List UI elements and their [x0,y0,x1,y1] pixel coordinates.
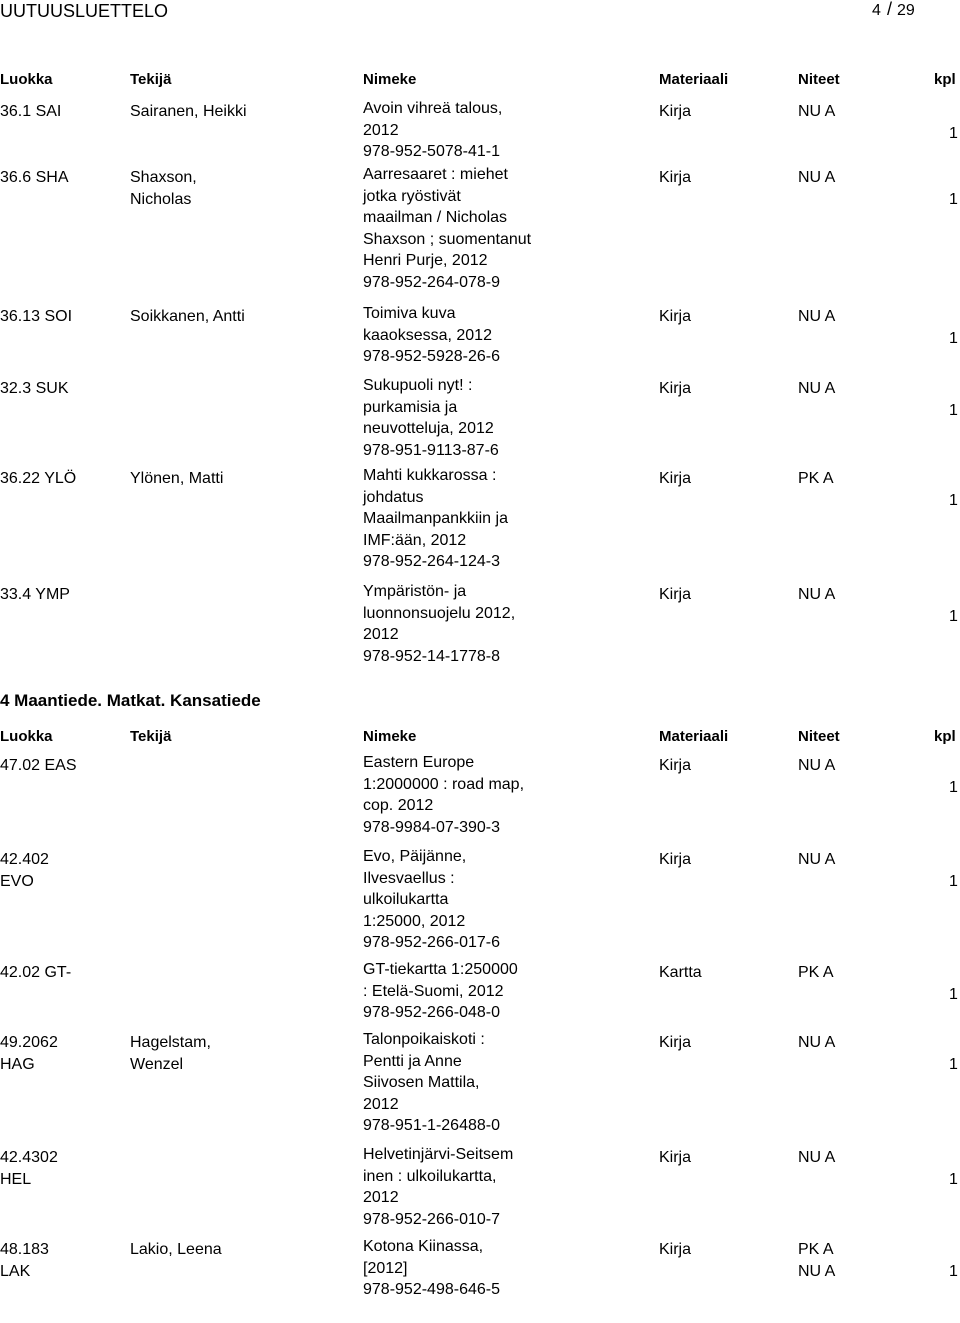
entry-class-code: 42.02 GT- [0,964,72,981]
entry-material: Kirja [659,308,692,325]
entry-copies-location: PK A [798,470,834,487]
entry-class-code: HEL [0,1170,32,1188]
entry-title-line: IMF:ään, 2012 [363,531,467,549]
entry-title-line: Pentti ja Anne [363,1052,462,1070]
entry-title-line: neuvotteluja, 2012 [363,420,494,438]
entry-title-line: Helvetinjärvi-Seitsem [363,1146,514,1163]
entry-title-line: 978-9984-07-390-3 [363,818,500,836]
entry-count: 1 [949,778,958,796]
entry-material: Kirja [659,103,692,120]
entry-title-line: 978-952-498-646-5 [363,1281,500,1299]
entry-author: Shaxson, [130,169,197,186]
col-header-materiaali: Materiaali [659,71,729,88]
entry-copies-location: NU A [798,169,836,186]
entry-copies-location: NU A [798,851,836,868]
entry-title-line: 978-952-266-048-0 [363,1004,500,1022]
entry-material: Kirja [659,586,692,603]
entry-title-line: 978-951-1-26488-0 [363,1117,500,1135]
entry-title-line: cop. 2012 [363,797,434,815]
entry-count: 1 [949,985,958,1003]
entry-material: Kartta [659,964,702,981]
entry-title-line: Avoin vihreä talous, [363,100,503,117]
entry-class-code: 47.02 EAS [0,757,77,774]
col-header-tekija: Tekijä [130,71,172,88]
entry-material: Kirja [659,1034,692,1051]
entry-title-line: 978-952-266-010-7 [363,1210,500,1228]
page-total: 29 [897,2,915,19]
entry-title-line: Evo, Päijänne, [363,848,467,865]
entry-title-line: Ilvesvaellus : [363,869,455,887]
entry-author: Lakio, Leena [130,1241,222,1258]
entry-class-code: 49.2062 [0,1034,58,1051]
entry-material: Kirja [659,1241,692,1258]
entry-title-line: Maailmanpankkiin ja [363,510,508,528]
entry-title-line: 2012 [363,121,399,139]
col-header-luokka: Luokka [0,728,53,745]
entry-copies-location: NU A [798,1034,836,1051]
entry-class-code: 42.4302 [0,1149,58,1166]
col-header-niteet: Niteet [798,728,840,745]
entry-title-line: 978-952-5928-26-6 [363,348,500,366]
entry-copies-location: NU A [798,1262,836,1280]
entry-title-line: 978-952-266-017-6 [363,934,500,952]
entry-title-line: luonnonsuojelu 2012, [363,604,516,622]
col-header-kpl: kpl [934,728,956,745]
col-header-materiaali: Materiaali [659,728,729,745]
entry-author: Soikkanen, Antti [130,308,245,325]
entry-title-line: 978-952-5078-41-1 [363,143,500,161]
entry-class-code: 36.1 SAI [0,103,62,120]
entry-title-line: 978-951-9113-87-6 [363,441,499,459]
col-header-luokka: Luokka [0,71,53,88]
entry-title-line: Aarresaaret : miehet [363,166,508,183]
entry-title-line: Toimiva kuva [363,305,456,322]
entry-copies-location: NU A [798,380,836,397]
entry-title-line: 1:2000000 : road map, [363,775,525,793]
entry-copies-location: PK A [798,1241,834,1258]
entry-title-line: purkamisia ja [363,398,458,416]
entry-title-line: Ympäristön- ja [363,583,467,600]
entry-title-line: 2012 [363,1095,399,1113]
entry-title-line: Shaxson ; suomentanut [363,230,532,248]
entry-title-line: Kotona Kiinassa, [363,1238,484,1255]
entry-author: Sairanen, Heikki [130,103,247,120]
entry-class-code: 32.3 SUK [0,380,69,397]
entry-material: Kirja [659,1149,692,1166]
entry-title-line: inen : ulkoilukartta, [363,1167,497,1185]
entry-class-code: 33.4 YMP [0,586,70,603]
page-number: 4 [872,2,881,19]
entry-author: Nicholas [130,190,192,208]
entry-title-line: 978-952-264-078-9 [363,274,500,291]
entry-count: 1 [949,872,958,890]
entry-material: Kirja [659,757,692,774]
entry-class-code: 36.22 YLÖ [0,470,77,487]
entry-title-line: GT-tiekartta 1:250000 [363,961,518,978]
entry-copies-location: NU A [798,757,836,774]
entry-title-line: 978-952-264-124-3 [363,553,500,571]
entry-material: Kirja [659,380,692,397]
entry-class-code: 36.13 SOI [0,308,73,325]
entry-copies-location: PK A [798,964,834,981]
entry-class-code: HAG [0,1055,35,1073]
col-header-tekija: Tekijä [130,728,172,745]
col-header-kpl: kpl [934,71,956,88]
entry-copies-location: NU A [798,586,836,603]
entry-title-line: Henri Purje, 2012 [363,252,488,270]
entry-author: Hagelstam, [130,1034,211,1051]
entry-count: 1 [949,401,958,419]
page-separator: / [887,0,893,19]
entry-count: 1 [949,124,958,142]
entry-class-code: 36.6 SHA [0,169,69,186]
entry-count: 1 [949,491,958,509]
col-header-niteet: Niteet [798,71,840,88]
entry-title-line: Siivosen Mattila, [363,1074,480,1092]
entry-title-line: : Etelä-Suomi, 2012 [363,982,504,1000]
entry-title-line: 1:25000, 2012 [363,912,466,930]
entry-title-line: ulkoilukartta [363,891,449,909]
entry-title-line: Talonpoikaiskoti : [363,1031,485,1048]
entry-count: 1 [949,190,958,208]
entry-class-code: 48.183 [0,1241,49,1258]
col-header-nimeke: Nimeke [363,728,417,745]
entry-copies-location: NU A [798,103,836,120]
page-title: UUTUUSLUETTELO [0,1,169,21]
entry-title-line: kaaoksessa, 2012 [363,326,492,344]
entry-title-line: Eastern Europe [363,754,475,771]
entry-material: Kirja [659,470,692,487]
entry-title-line: 2012 [363,626,399,644]
entry-count: 1 [949,1055,958,1073]
entry-class-code: 42.402 [0,851,49,868]
entry-title-line: 2012 [363,1189,399,1207]
entry-count: 1 [949,329,958,347]
entry-material: Kirja [659,851,692,868]
entry-title-line: jotka ryöstivät [363,187,461,205]
entry-copies-location: NU A [798,308,836,325]
entry-copies-location: NU A [798,1149,836,1166]
entry-title-line: maailman / Nicholas [363,209,508,227]
col-header-nimeke: Nimeke [363,71,417,88]
entry-count: 1 [949,1262,958,1280]
section-heading: 4 Maantiede. Matkat. Kansatiede [0,691,261,710]
entry-author: Ylönen, Matti [130,470,224,487]
entry-material: Kirja [659,169,692,186]
entry-author: Wenzel [130,1055,184,1073]
entry-title-line: 978-952-14-1778-8 [363,647,500,665]
entry-class-code: LAK [0,1262,31,1280]
entry-count: 1 [949,1170,958,1188]
entry-title-line: johdatus [363,488,424,506]
entry-title-line: [2012] [363,1259,408,1277]
entry-title-line: Sukupuoli nyt! : [363,377,473,394]
entry-title-line: Mahti kukkarossa : [363,467,497,484]
entry-count: 1 [949,607,958,625]
entry-class-code: EVO [0,872,34,890]
